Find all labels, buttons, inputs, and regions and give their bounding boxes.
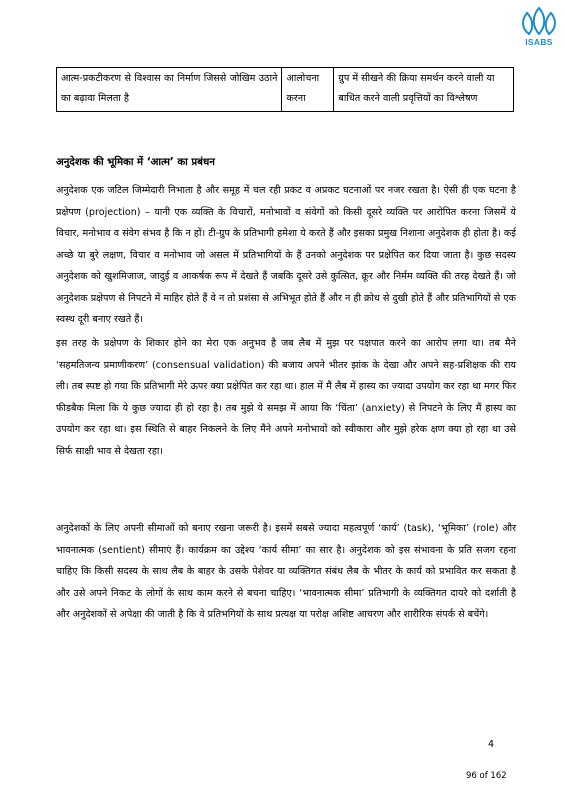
lotus-logo-icon: [518, 4, 560, 38]
page-number: 4: [488, 739, 495, 750]
table-cell: आलोचना करना: [282, 68, 334, 112]
learning-table: [56, 67, 514, 112]
paragraph: अनुदेशकों के लिए अपनी सीमाओं को बनाए रखना जरूरी है। इसमें सबसे ज्यादा महत्वपूर्ण ‘कार्य’ (task), ‘भूमिका’ (role) और भावनात्मक (sentient) सीमाएं हैं। कार्यक्रम का उद्देश्य ‘कार्य सीमा’ का सार है। अनुदेशक को इस संभावना के प्रति सजग रहना चाहिए कि किसी सदस्य के साथ लैब के बाहर के उसके पेशेवर या व्यक्तिगत संबंध लैब के भीतर के कार्य को प्रभावित कर सकता है और उसे अपने निकट के लोगों के साथ काम करने से बचना चाहिए। ‘भावनात्मक सीमा’ प्रतिभागी के व्यक्तिगत दायरे को दर्शाती है और अनुदेशकों से अपेक्षा की जाती है कि वे प्रतिभगियों के साथ प्रत्यक्ष या परोक्ष अशिष्ट आचरण और शारीरिक संपर्क से बचेंगे।: [56, 523, 516, 620]
isabs-logo: [518, 4, 560, 48]
paragraph: अनुदेशक एक जटिल जिम्मेदारी निभाता है और समूह में चल रही प्रकट व अप्रकट घटनाओं पर नजर रखता है। ऐसी ही एक घटना है प्रक्षेपण (projection) – यानी एक व्यक्ति के विचारों, मनोभावों व संवेगों को किसी दूसरे व्यक्ति पर आरोपित करना जिसमें ये विचार, मनोभाव व संवेग संभव है कि न हों। टी-ग्रुप के प्रतिभागी हमेशा ये करते हैं और इसका प्रमुख निशाना अनुदेशक ही होता है। कई अच्छे या बुरे लक्षण, विचार व मनोभाव जो असल में प्रतिभागियों के हैं उनको अनुदेशक पर प्रक्षेपित कर दिया जाता है। कुछ सदस्य अनुदेशक को खुशमिजाज, जादुई व आकर्षक रूप में देखते हैं जबकि दूसरे उसे कुत्सित, क्रूर और निर्मम व्यक्ति की तरह देखते हैं। जो अनुदेशक प्रक्षेपण से निपटने में माहिर होते हैं वे न तो प्रशंसा से अभिभूत होते हैं और न ही क्रोध से दुखी होते हैं और प्रतिभागियों से एक स्वस्थ दूरी बनाए रखते हैं।: [56, 185, 516, 325]
section-heading: अनुदेशक की भूमिका में ‘आत्म’ का प्रबंधन: [56, 157, 215, 168]
table-cell: आत्म-प्रकटीकरण से विश्वास का निर्माण जिससे जोखिम उठाने का बढ़ावा मिलता है: [57, 68, 282, 112]
table-row: [57, 68, 514, 112]
page-count: 96 of 162: [466, 771, 507, 781]
logo-text: ISABS: [525, 37, 553, 47]
table-cell: ग्रुप में सीखने की क्रिया समर्थन करने वाली या बाधित करने वाली प्रवृत्तियों का विश्लेषण: [334, 68, 514, 112]
paragraph: इस तरह के प्रक्षेपण के शिकार होने का मेरा एक अनुभव है जब लैब में मुझ पर पक्षपात करने का आरोप लगा था। तब मैने ‘सहमतिजन्य प्रमाणीकरण’ (consensual validation) की बजाय अपने भीतर झांक के देखा और अपने सह-प्रशिक्षक की राय ली। तब स्पष्ट हो गया कि प्रतिभागी मेरे ऊपर क्या प्रक्षेपित कर रहा था। हाल में मैं लैब में हास्य का ज्यादा उपयोग कर रहा था मगर फिर फीडबैक मिला कि ये कुछ ज्यादा ही हो रहा है। तब मुझे ये समझ में आया कि ‘चिंता’ (anxiety) से निपटने के लिए मैं हास्य का उपयोग कर रहा था। इस स्थिति से बाहर निकलने के लिए मैंने अपने मनोभावों को स्वीकारा और मुझे हरेक क्षण क्या हो रहा था उसे सिर्फ साक्षी भाव से देखता रहा।: [56, 338, 516, 457]
